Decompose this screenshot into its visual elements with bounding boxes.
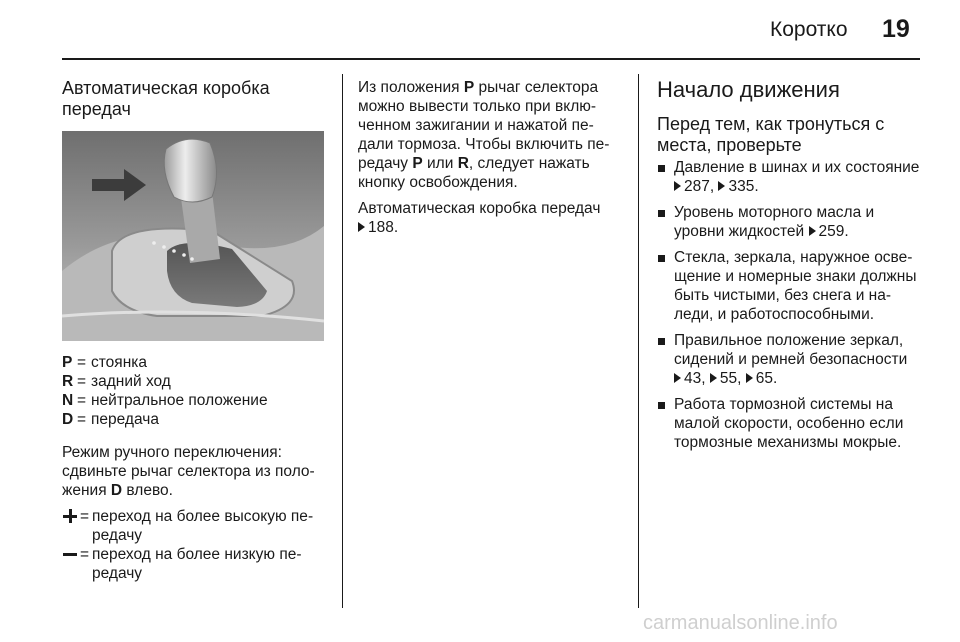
watermark: carmanualsonline.info (643, 612, 838, 634)
page-reference-icon (674, 181, 681, 191)
page-reference-icon (674, 373, 681, 383)
page-reference-icon (746, 373, 753, 383)
legend-value: стоянка (91, 354, 147, 371)
page-reference-icon (809, 226, 816, 236)
shift-down-row (62, 545, 326, 583)
checklist-item-text: Работа тормозной системы на малой скорости, особенно если тормозные механизмы мокрые. (674, 396, 904, 451)
manual-mode-paragraph: Режим ручного переключения: сдвиньте рычаг селектора из положения D влево. (62, 444, 315, 499)
header-title: Коротко (770, 18, 848, 41)
minus-icon (62, 545, 80, 583)
plus-icon (62, 507, 80, 545)
legend-key: P (62, 354, 73, 371)
page-reference-icon (710, 373, 717, 383)
bullet-square-icon (657, 331, 674, 388)
checklist-item (657, 331, 925, 388)
bullet-square-icon (657, 248, 674, 324)
checklist-item-text: Стекла, зеркала, наружное освещение и номерные знаки должны быть чистыми, без снега и наледи, и работоспособными. (674, 249, 917, 323)
legend-eq: = (77, 373, 87, 390)
legend-key: N (62, 392, 74, 409)
shift-eq: = (80, 546, 90, 563)
gear-selector-photo (62, 131, 324, 341)
checklist-item (657, 248, 925, 324)
section-heading-transmission: Автоматическая коробка передач (62, 78, 270, 119)
header-rule (62, 58, 920, 60)
shift-down-text: переход на более низкую передачу (92, 546, 302, 582)
column-divider-1 (342, 74, 343, 608)
column-left (62, 78, 326, 583)
legend-row-d (62, 410, 326, 429)
legend-eq: = (77, 411, 87, 428)
bullet-square-icon (657, 203, 674, 241)
legend-key: D (62, 411, 74, 428)
checklist-item (657, 158, 925, 196)
checklist-item (657, 203, 925, 241)
legend-eq: = (77, 354, 87, 371)
column-middle (358, 78, 620, 237)
cross-reference-paragraph: Автоматическая коробка передач 188. (358, 200, 601, 236)
checklist-item-text: Давление в шинах и их состояние (674, 159, 920, 176)
column-right (657, 78, 925, 452)
shift-up-text: переход на более высокую передачу (92, 508, 314, 544)
shift-eq: = (80, 508, 90, 525)
selector-release-paragraph: Из положения P рычаг селектора можно вывести только при включенном зажигании и нажатой педали тормоза. Чтобы включить передачу P или R, следует нажать кнопку освобождения. (358, 79, 610, 191)
column-divider-2 (638, 74, 639, 608)
page-reference-icon (358, 222, 365, 232)
section-heading-start: Начало движения (657, 77, 840, 102)
page-reference-icon (718, 181, 725, 191)
legend-eq: = (77, 392, 87, 409)
legend-value: задний ход (91, 373, 171, 390)
checklist-item-text: Правильное положение зеркал, сидений и ремней безопасности (674, 332, 908, 368)
shift-up-row (62, 507, 326, 545)
page-reference-link[interactable]: 43, 55, 65. (684, 370, 778, 387)
checklist-item-text: Уровень моторного масла и уровни жидкостей (674, 204, 875, 240)
legend-key: R (62, 373, 74, 390)
bullet-square-icon (657, 395, 674, 452)
legend-value: нейтральное положение (91, 392, 268, 409)
subheading-before-driving: Перед тем, как тронуться с места, проверьте (657, 114, 885, 155)
legend-row-r (62, 372, 326, 391)
bullet-square-icon (657, 158, 674, 196)
page-reference-link[interactable]: 188. (368, 219, 399, 236)
page-reference-link[interactable]: 259. (818, 223, 849, 240)
page-reference-link[interactable]: 287, 335. (684, 178, 759, 195)
legend-row-p (62, 353, 326, 372)
legend-value: передача (91, 411, 159, 428)
page-number: 19 (882, 15, 910, 43)
checklist-item (657, 395, 925, 452)
legend-row-n (62, 391, 326, 410)
